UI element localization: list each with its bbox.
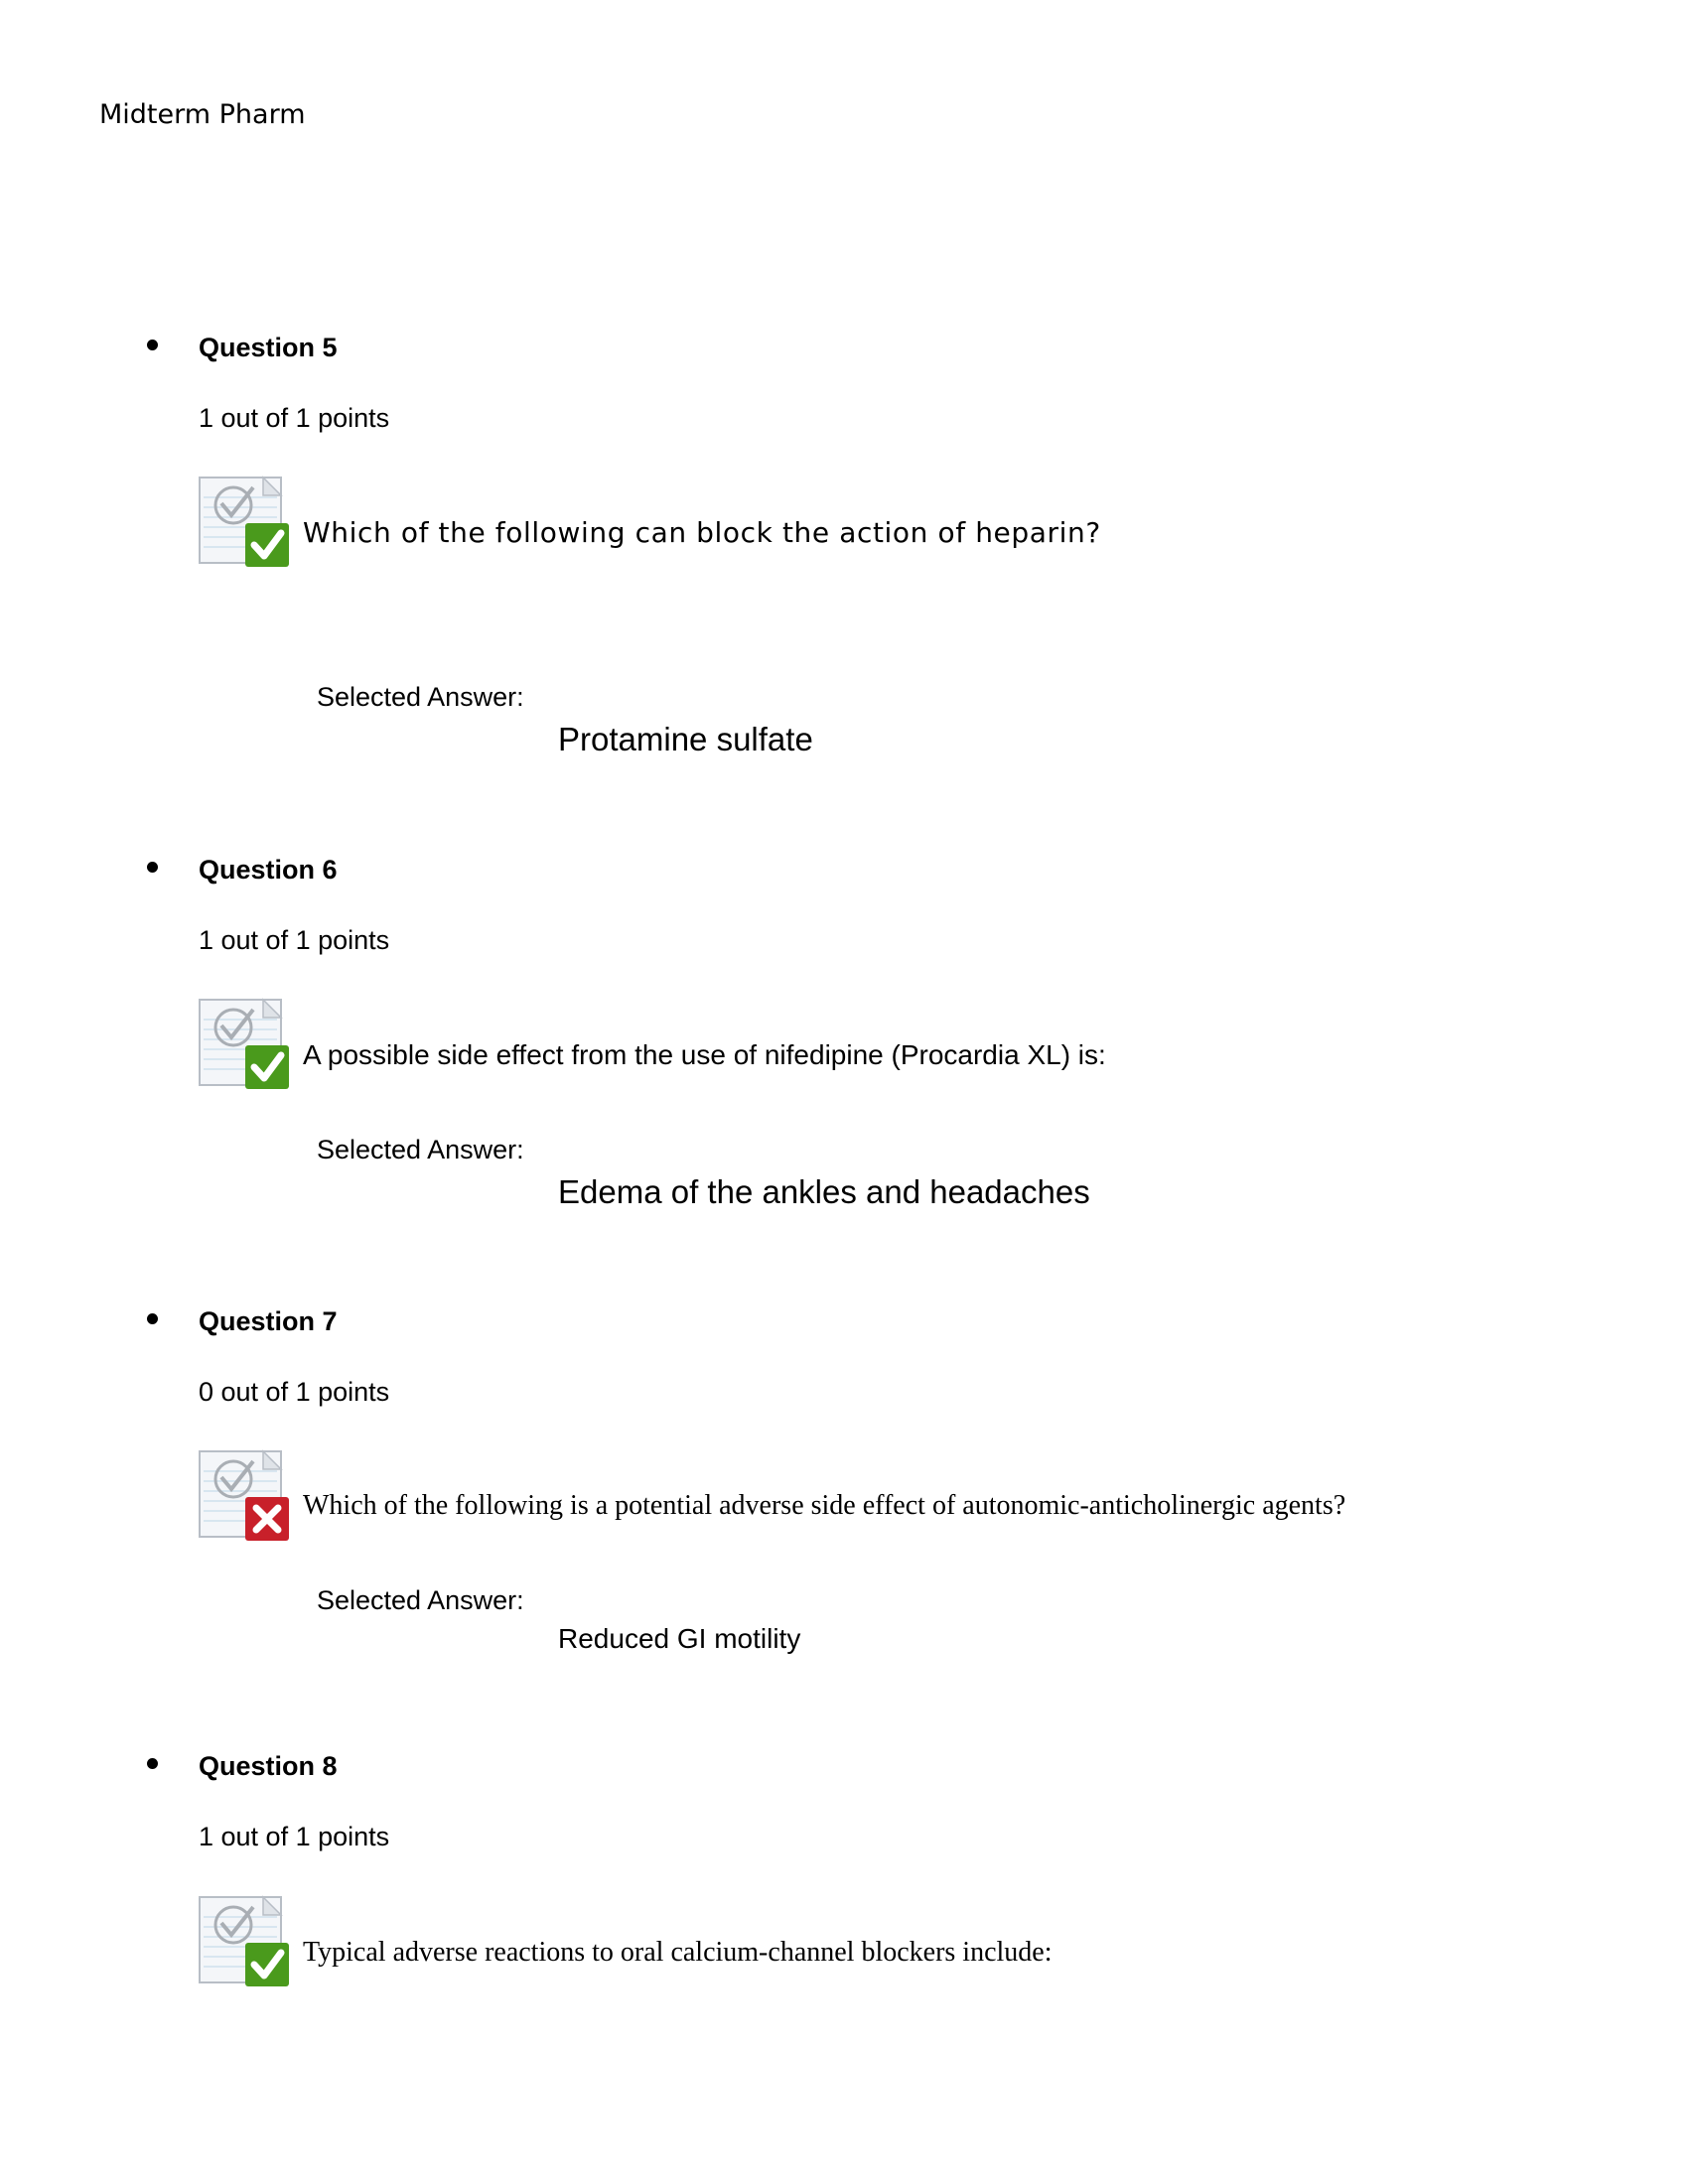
correct-check-icon <box>198 476 293 571</box>
selected-answer: Edema of the ankles and headaches <box>558 1173 1090 1210</box>
selected-answer-label: Selected Answer: <box>317 682 524 712</box>
bullet <box>147 1758 158 1769</box>
question-text: Which of the following can block the action of heparin? <box>303 516 1101 549</box>
incorrect-x-icon <box>198 1449 293 1545</box>
correct-check-icon <box>198 1895 293 1990</box>
page-title: Midterm Pharm <box>99 99 306 130</box>
selected-answer-label: Selected Answer: <box>317 1585 524 1615</box>
correct-check-icon <box>198 998 293 1093</box>
selected-answer: Protamine sulfate <box>558 721 813 757</box>
question-title: Question 5 <box>199 333 338 362</box>
bullet <box>147 1313 158 1324</box>
question-text: Which of the following is a potential adverse side effect of autonomic-anticholinergic agents? <box>303 1490 1346 1521</box>
question-points: 1 out of 1 points <box>199 1822 390 1851</box>
bullet <box>147 862 158 873</box>
selected-answer: Reduced GI motility <box>558 1623 801 1654</box>
question-text: Typical adverse reactions to oral calcium-channel blockers include: <box>303 1937 1053 1968</box>
question-points: 1 out of 1 points <box>199 403 390 433</box>
question-title: Question 7 <box>199 1306 338 1336</box>
bullet <box>147 340 158 350</box>
question-title: Question 6 <box>199 855 338 885</box>
selected-answer-label: Selected Answer: <box>317 1135 524 1164</box>
question-text: A possible side effect from the use of nifedipine (Procardia XL) is: <box>303 1039 1106 1070</box>
question-points: 1 out of 1 points <box>199 925 390 955</box>
question-points: 0 out of 1 points <box>199 1377 390 1407</box>
question-title: Question 8 <box>199 1751 338 1781</box>
